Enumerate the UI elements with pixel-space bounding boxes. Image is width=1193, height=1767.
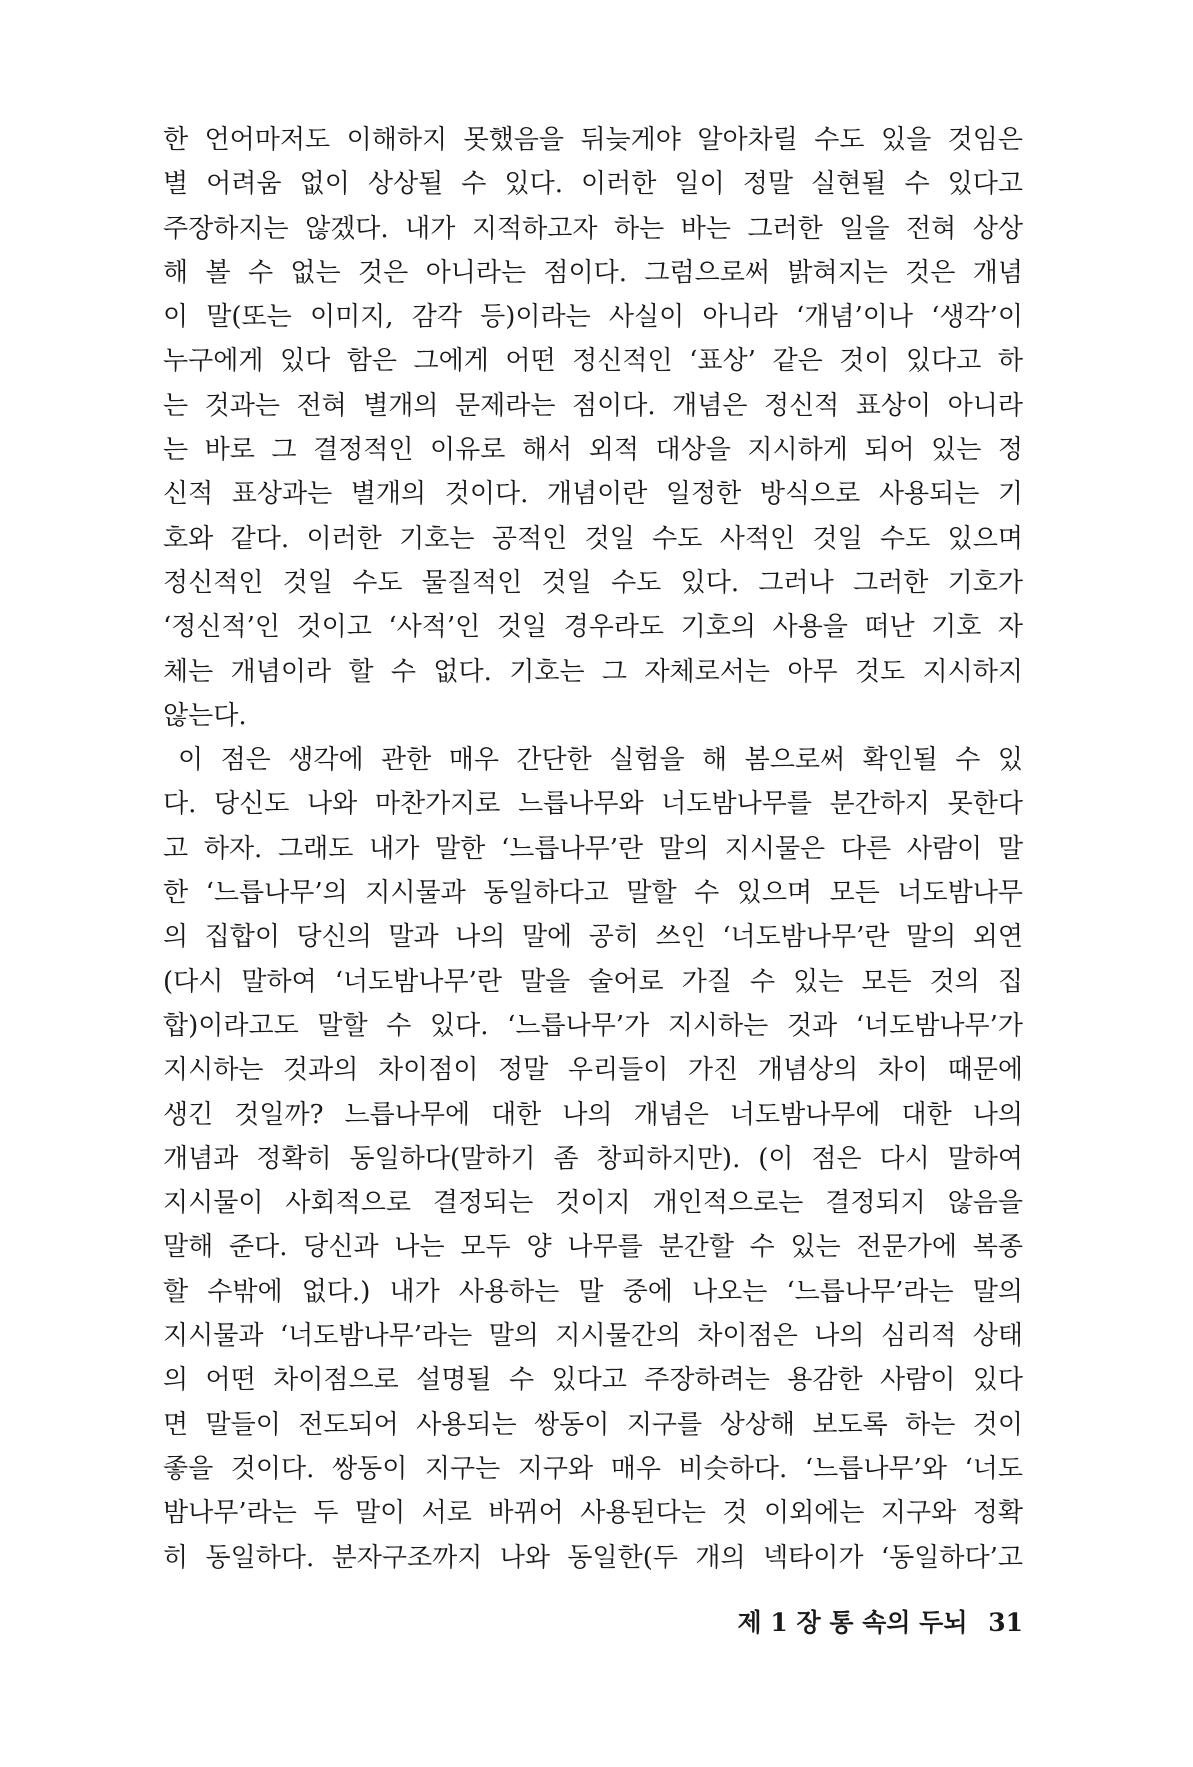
text-line: 합)이라고도 말할 수 있다. ‘느릅나무’가 지시하는 것과 ‘너도밤나무’가	[163, 1010, 1023, 1041]
text-line: 해 볼 수 없는 것은 아니라는 점이다. 그럼으로써 밝혀지는 것은 개념	[163, 257, 1023, 288]
chapter-title: 제 1 장 통 속의 두뇌	[737, 1608, 968, 1637]
text-line: 이 말(또는 이미지, 감각 등)이라는 사실이 아니라 ‘개념’이나 ‘생각’이	[163, 302, 1023, 333]
text-line: (다시 말하여 ‘너도밤나무’란 말을 술어로 가질 수 있는 모든 것의 집	[163, 966, 1023, 997]
body-text	[163, 118, 1023, 1580]
text-line: 지시하는 것과의 차이점이 정말 우리들이 가진 개념상의 차이 때문에	[163, 1055, 1023, 1086]
text-line: 개념과 정확히 동일하다(말하기 좀 창피하지만). (이 점은 다시 말하여	[163, 1143, 1023, 1174]
text-line: 신적 표상과는 별개의 것이다. 개념이란 일정한 방식으로 사용되는 기	[163, 479, 1023, 510]
text-line: 체는 개념이라 할 수 없다. 기호는 그 자체로서는 아무 것도 지시하지	[163, 656, 1023, 687]
text-line: 면 말들이 전도되어 사용되는 쌍동이 지구를 상상해 보도록 하는 것이	[163, 1409, 1023, 1440]
page-number: 31	[988, 1608, 1023, 1637]
text-line: 이 점은 생각에 관한 매우 간단한 실험을 해 봄으로써 확인될 수 있	[178, 745, 1023, 776]
text-line: 별 어려움 없이 상상될 수 있다. 이러한 일이 정말 실현될 수 있다고	[163, 169, 1023, 200]
text-line: 생긴 것일까? 느릅나무에 대한 나의 개념은 너도밤나무에 대한 나의	[163, 1099, 1023, 1130]
text-line: 지시물과 ‘너도밤나무’라는 말의 지시물간의 차이점은 나의 심리적 상태	[163, 1321, 1023, 1352]
text-line: 한 언어마저도 이해하지 못했음을 뒤늦게야 알아차릴 수도 있을 것임은	[163, 125, 1023, 155]
text-line: 밤나무’라는 두 말이 서로 바뀌어 사용된다는 것 이외에는 지구와 정확	[163, 1498, 1023, 1529]
text-line: 않는다.	[163, 700, 247, 731]
text-line: 는 바로 그 결정적인 이유로 해서 외적 대상을 지시하게 되어 있는 정	[163, 435, 1023, 466]
text-line: 호와 같다. 이러한 기호는 공적인 것일 수도 사적인 것일 수도 있으며	[163, 523, 1023, 554]
text-line: 는 것과는 전혀 별개의 문제라는 점이다. 개념은 정신적 표상이 아니라	[163, 390, 1023, 421]
text-line: 누구에게 있다 함은 그에게 어떤 정신적인 ‘표상’ 같은 것이 있다고 하	[163, 346, 1023, 377]
text-line: 다. 당신도 나와 마찬가지로 느릅나무와 너도밤나무를 분간하지 못한다	[163, 789, 1023, 820]
text-line: 히 동일하다. 분자구조까지 나와 동일한(두 개의 넥타이가 ‘동일하다’고	[163, 1542, 1023, 1573]
text-line: 한 ‘느릅나무’의 지시물과 동일하다고 말할 수 있으며 모든 너도밤나무	[163, 878, 1023, 909]
text-line: 정신적인 것일 수도 물질적인 것일 수도 있다. 그러나 그러한 기호가	[163, 567, 1023, 598]
text-line: ‘정신적’인 것이고 ‘사적’인 것일 경우라도 기호의 사용을 떠난 기호 자	[163, 612, 1023, 643]
text-line: 의 어떤 차이점으로 설명될 수 있다고 주장하려는 용감한 사람이 있다	[163, 1365, 1023, 1396]
text-line: 고 하자. 그래도 내가 말한 ‘느릅나무’란 말의 지시물은 다른 사람이 말	[163, 833, 1023, 864]
text-line: 주장하지는 않겠다. 내가 지적하고자 하는 바는 그러한 일을 전혀 상상	[163, 213, 1023, 244]
text-line: 지시물이 사회적으로 결정되는 것이지 개인적으로는 결정되지 않음을	[163, 1188, 1023, 1219]
text-line: 할 수밖에 없다.) 내가 사용하는 말 중에 나오는 ‘느릅나무’라는 말의	[163, 1276, 1023, 1307]
page-footer	[726, 1603, 1023, 1639]
text-line: 의 집합이 당신의 말과 나의 말에 공히 쓰인 ‘너도밤나무’란 말의 외연	[163, 922, 1023, 953]
text-line: 좋을 것이다. 쌍동이 지구는 지구와 매우 비슷하다. ‘느릅나무’와 ‘너도	[163, 1453, 1023, 1484]
text-line: 말해 준다. 당신과 나는 모두 양 나무를 분간할 수 있는 전문가에 복종	[163, 1232, 1023, 1263]
